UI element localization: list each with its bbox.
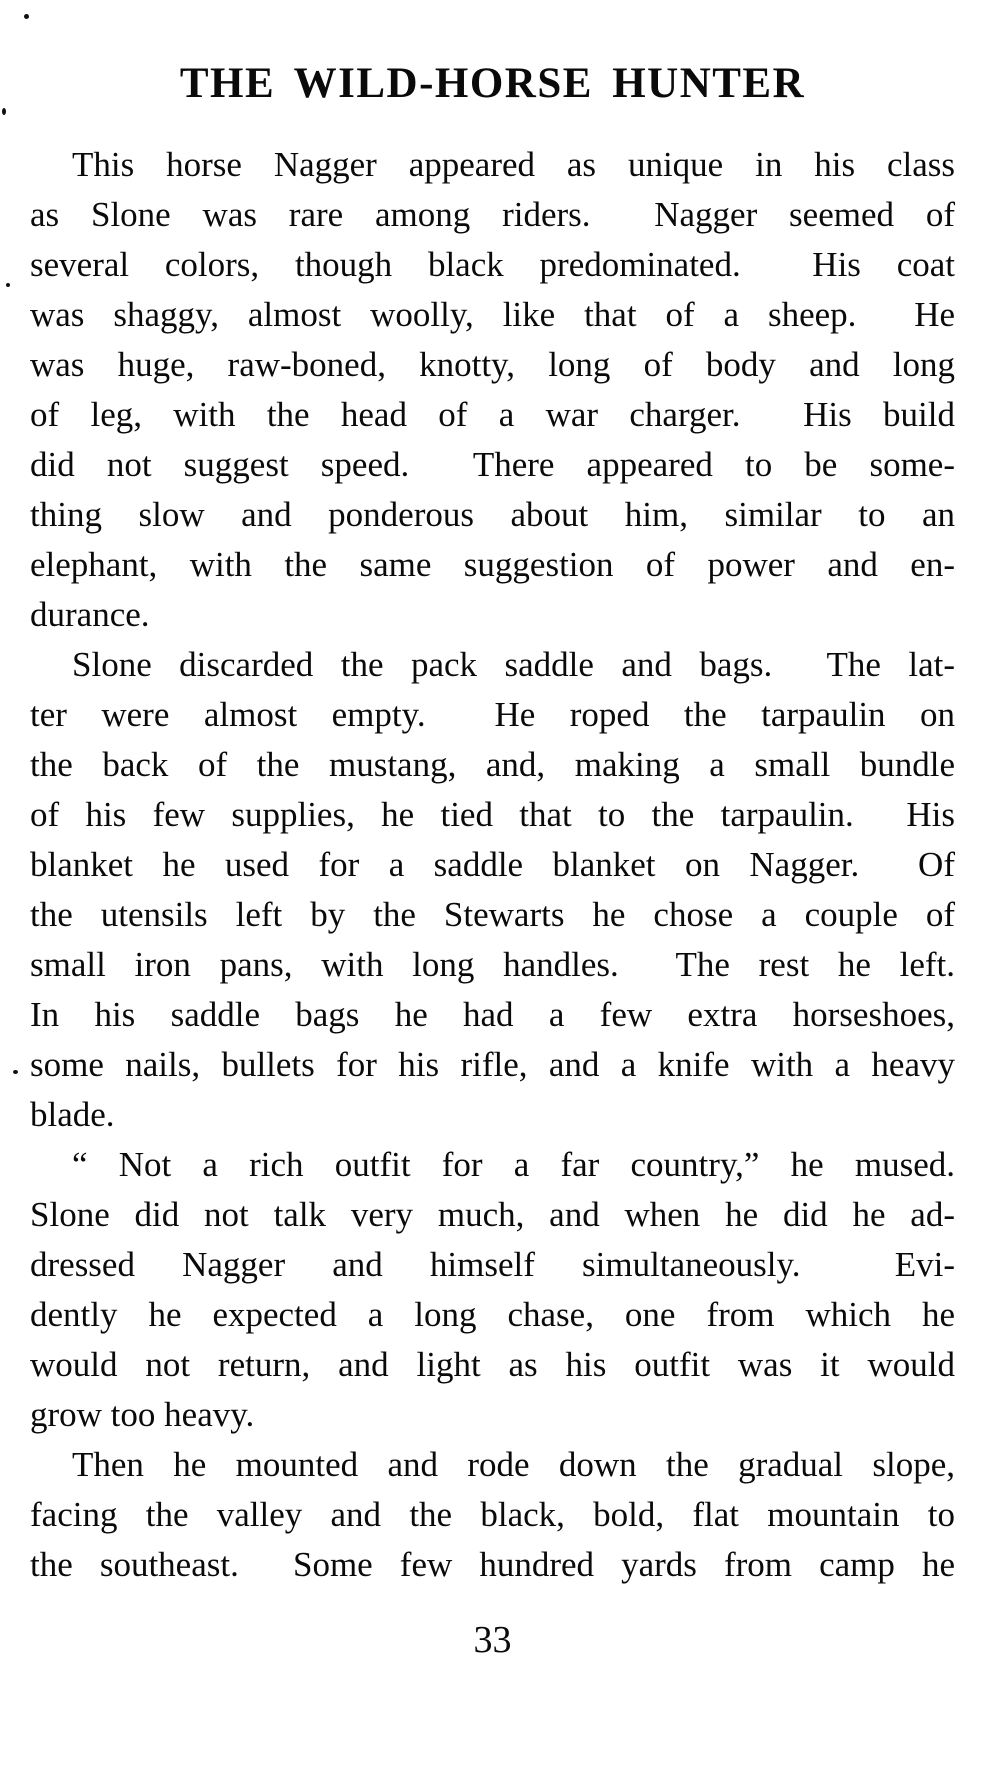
scan-speck [2, 108, 6, 115]
text-line: grow too heavy. [30, 1395, 255, 1434]
body-text [30, 140, 955, 1590]
paragraph [30, 1440, 955, 1590]
text-line: blanket he used for a saddle blanket on Nagger. Of [30, 845, 955, 884]
text-line: ter were almost empty. He roped the tarpaulin on [30, 695, 955, 734]
text-line: thing slow and ponderous about him, similar to an [30, 495, 955, 534]
text-line: In his saddle bags he had a few extra horseshoes, [30, 995, 955, 1034]
text-line: This horse Nagger appeared as unique in his class [72, 145, 955, 184]
scan-speck [24, 14, 29, 19]
chapter-title: THE WILD-HORSE HUNTER [179, 60, 806, 107]
text-line: was shaggy, almost woolly, like that of a sheep. He [30, 295, 955, 334]
text-line: some nails, bullets for his rifle, and a knife with a heavy [30, 1045, 955, 1084]
text-line: “ Not a rich outfit for a far country,” he mused. [72, 1145, 955, 1184]
text-line: small iron pans, with long handles. The rest he left. [30, 945, 955, 984]
text-line: Slone did not talk very much, and when he did he ad- [30, 1195, 955, 1234]
text-line: several colors, though black predominated. His coat [30, 245, 955, 284]
page-number: 33 [473, 1619, 512, 1661]
text-line: would not return, and light as his outfit was it would [30, 1345, 955, 1384]
text-line: as Slone was rare among riders. Nagger seemed of [30, 195, 955, 234]
text-line: of his few supplies, he tied that to the tarpaulin. His [30, 795, 955, 834]
text-line: of leg, with the head of a war charger. His build [30, 395, 955, 434]
text-line: dressed Nagger and himself simultaneously. Evi- [30, 1245, 955, 1284]
scan-speck [13, 1070, 18, 1074]
text-line: the utensils left by the Stewarts he chose a couple of [30, 895, 955, 934]
text-line: durance. [30, 595, 150, 634]
paragraph [30, 1140, 955, 1440]
paragraph [30, 140, 955, 640]
text-line: dently he expected a long chase, one from which he [30, 1295, 955, 1334]
text-line: was huge, raw-boned, knotty, long of body and long [30, 345, 955, 384]
text-line: elephant, with the same suggestion of power and en- [30, 545, 955, 584]
text-line: Then he mounted and rode down the gradual slope, [72, 1445, 955, 1484]
scan-speck [6, 283, 10, 287]
text-line: facing the valley and the black, bold, flat mountain to [30, 1495, 955, 1534]
text-line: the southeast. Some few hundred yards from camp he [30, 1545, 955, 1584]
paragraph [30, 640, 955, 1140]
text-line: blade. [30, 1095, 115, 1134]
text-line: did not suggest speed. There appeared to be some- [30, 445, 955, 484]
text-line: Slone discarded the pack saddle and bags. The lat- [72, 645, 955, 684]
text-line: the back of the mustang, and, making a small bundle [30, 745, 955, 784]
